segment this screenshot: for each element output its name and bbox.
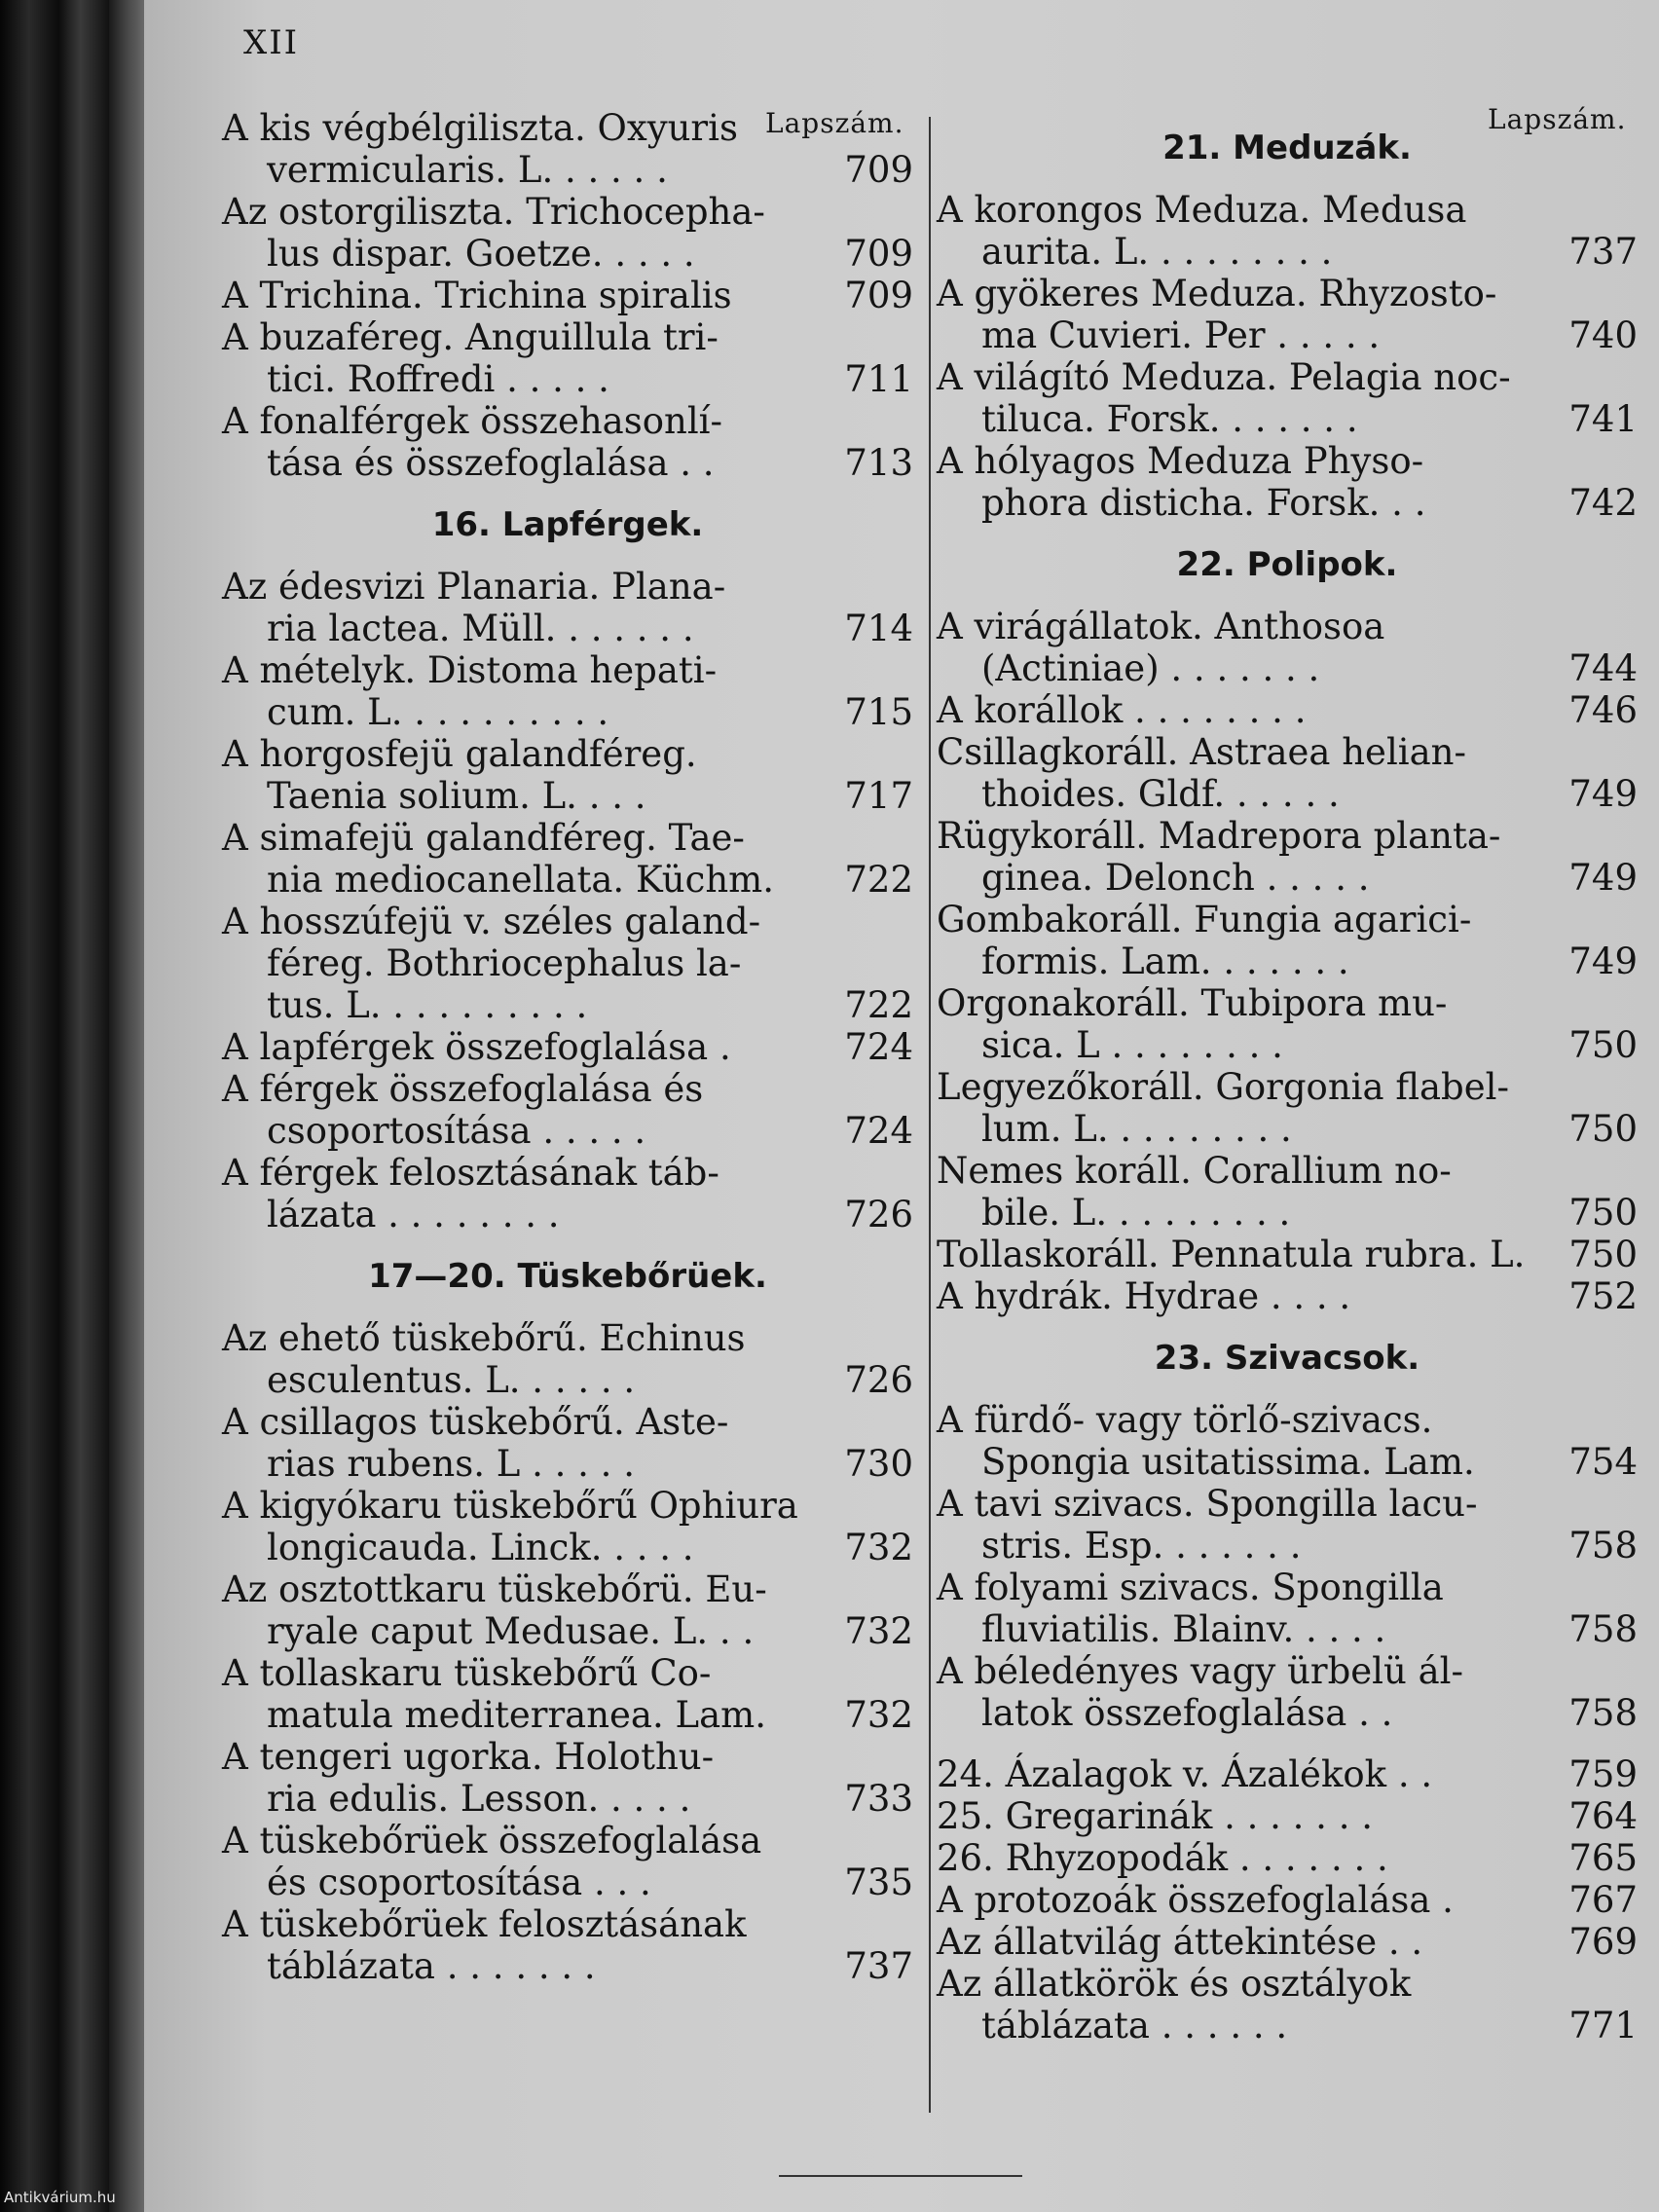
entry-page-number: 758: [1568, 1525, 1638, 1567]
toc-entry: [937, 1879, 1638, 1921]
entry-title: [222, 191, 843, 275]
section-header: 16. Lapférgek.: [431, 505, 704, 544]
entry-line: A kis végbélgiliszta. Oxyuris: [222, 107, 738, 149]
entry-page-number: 715: [844, 691, 913, 733]
toc-entry: [937, 356, 1638, 440]
entry-line: A virágállatok. Anthosoa: [937, 606, 1385, 647]
entry-page-number: 711: [844, 358, 913, 400]
section-header: 21. Meduzák.: [1162, 129, 1412, 167]
entry-title: [937, 1795, 1567, 1837]
entry-line: A csillagos tüskebőrű. Aste-: [222, 1401, 729, 1443]
entry-line: A fürdő- vagy törlő-szivacs.: [937, 1399, 1433, 1441]
entry-line: A tavi szivacs. Spongilla lacu-: [937, 1483, 1478, 1525]
entry-page-number: 744: [1568, 647, 1638, 689]
toc-entry: [937, 1483, 1638, 1567]
entry-line: A mételyk. Distoma hepati-: [222, 649, 718, 691]
toc-entry: [222, 1568, 913, 1652]
entry-title: [937, 1650, 1567, 1734]
entry-line: fluviatilis. Blainv. . . . .: [981, 1608, 1386, 1650]
spacer: [937, 1734, 1638, 1753]
column-divider: [929, 117, 931, 2113]
entry-page-number: 709: [844, 233, 913, 275]
lapszam-label-right: Lapszám.: [1488, 103, 1627, 135]
toc-entry: [222, 107, 913, 191]
entry-line: Az édesvizi Planaria. Plana-: [222, 566, 726, 608]
entry-line: longicauda. Linck. . . . .: [267, 1527, 694, 1568]
toc-entry: [937, 1399, 1638, 1483]
entry-line: A férgek felosztásának táb-: [222, 1152, 719, 1194]
toc-entry: [222, 1903, 913, 1987]
entry-line: A protozoák összefoglalása .: [937, 1879, 1454, 1921]
toc-entry: [937, 1795, 1638, 1837]
entry-title: [937, 815, 1567, 899]
entry-line: táblázata . . . . . . .: [267, 1945, 596, 1987]
toc-column-left: [222, 107, 913, 1987]
entry-title: [222, 1068, 843, 1152]
entry-line: A folyami szivacs. Spongilla: [937, 1567, 1444, 1608]
entry-page-number: 726: [844, 1359, 913, 1401]
toc-entry: [222, 275, 913, 316]
entry-title: [937, 1879, 1567, 1921]
entry-title: [222, 1026, 843, 1068]
entry-title: [222, 733, 843, 817]
toc-entry: [937, 273, 1638, 356]
entry-title: [937, 1150, 1567, 1234]
entry-title: [937, 440, 1567, 524]
entry-page-number: 714: [844, 608, 913, 649]
toc-entry: [937, 1066, 1638, 1150]
toc-entry: [222, 649, 913, 733]
entry-line: Orgonakoráll. Tubipora mu-: [937, 982, 1448, 1024]
entry-page-number: 717: [844, 775, 913, 817]
toc-entry: [222, 1317, 913, 1401]
entry-title: [937, 689, 1567, 731]
bottom-rule: [779, 2175, 1022, 2177]
toc-entry: [222, 901, 913, 1026]
entry-title: [937, 189, 1567, 273]
watermark: Antikvárium.hu: [4, 2189, 116, 2206]
entry-line: A hosszúfejü v. széles galand-: [222, 901, 761, 942]
entry-title: [222, 566, 843, 649]
entry-page-number: 724: [844, 1026, 913, 1068]
entry-line: tiluca. Forsk. . . . . . .: [981, 398, 1358, 440]
entry-line: 25. Gregarinák . . . . . . .: [937, 1795, 1373, 1837]
entry-title: [937, 1234, 1567, 1275]
entry-line: lum. L. . . . . . . . .: [981, 1108, 1292, 1150]
toc-entry: [222, 566, 913, 649]
entry-page-number: 722: [844, 859, 913, 901]
page-number: XII: [243, 23, 300, 62]
entry-page-number: 749: [1568, 773, 1638, 815]
entry-title: [222, 1652, 843, 1736]
toc-entry: [937, 1150, 1638, 1234]
entry-title: [937, 356, 1567, 440]
toc-entry: [222, 817, 913, 901]
toc-entry: [937, 1567, 1638, 1650]
entry-line: stris. Esp. . . . . . .: [981, 1525, 1302, 1567]
entry-line: Az ostorgiliszta. Trichocepha-: [222, 191, 765, 233]
entry-page-number: 741: [1568, 398, 1638, 440]
entry-page-number: 709: [844, 275, 913, 316]
entry-line: formis. Lam. . . . . . .: [981, 940, 1349, 982]
entry-page-number: 750: [1568, 1024, 1638, 1066]
section-header: 23. Szivacsok.: [1154, 1339, 1420, 1378]
section-header: 22. Polipok.: [1176, 545, 1398, 584]
entry-title: [937, 1567, 1567, 1650]
entry-line: A férgek összefoglalása és: [222, 1068, 704, 1110]
entry-page-number: 733: [844, 1778, 913, 1820]
toc-entry: [222, 1068, 913, 1152]
entry-page-number: 769: [1568, 1921, 1638, 1963]
toc-entry: [222, 1736, 913, 1820]
entry-title: [937, 606, 1567, 689]
entry-page-number: 749: [1568, 940, 1638, 982]
entry-page-number: 767: [1568, 1879, 1638, 1921]
toc-entry: [937, 1234, 1638, 1275]
toc-entry: [222, 1401, 913, 1485]
entry-page-number: 752: [1568, 1275, 1638, 1317]
toc-entry: [937, 1753, 1638, 1795]
toc-entry: [937, 689, 1638, 731]
toc-entry: [937, 731, 1638, 815]
entry-line: ginea. Delonch . . . . .: [981, 857, 1370, 899]
toc-entry: [222, 1026, 913, 1068]
entry-page-number: 750: [1568, 1108, 1638, 1150]
entry-line: Tollaskoráll. Pennatula rubra. L.: [937, 1234, 1526, 1275]
entry-line: A korállok . . . . . . . .: [937, 689, 1307, 731]
entry-page-number: 742: [1568, 482, 1638, 524]
entry-line: lus dispar. Goetze. . . . .: [267, 233, 695, 275]
entry-line: A tüskebőrüek összefoglalása: [222, 1820, 762, 1862]
entry-page-number: 726: [844, 1194, 913, 1235]
entry-line: esculentus. L. . . . . .: [267, 1359, 636, 1401]
entry-title: [937, 1483, 1567, 1567]
entry-page-number: 713: [844, 442, 913, 484]
entry-title: [222, 316, 843, 400]
entry-page-number: 758: [1568, 1608, 1638, 1650]
entry-line: A hydrák. Hydrae . . . .: [937, 1275, 1351, 1317]
entry-title: [937, 1275, 1567, 1317]
toc-entry: [937, 606, 1638, 689]
entry-line: vermicularis. L. . . . . .: [267, 149, 668, 191]
entry-line: A tüskebőrüek felosztásának: [222, 1903, 747, 1945]
entry-line: A korongos Meduza. Medusa: [937, 189, 1467, 231]
entry-line: 24. Ázalagok v. Ázalékok . .: [937, 1753, 1433, 1795]
entry-line: A tengeri ugorka. Holothu-: [222, 1736, 715, 1778]
entry-page-number: 764: [1568, 1795, 1638, 1837]
entry-page-number: 750: [1568, 1192, 1638, 1234]
entry-line: Csillagkoráll. Astraea helian-: [937, 731, 1466, 773]
toc-entry: [222, 1152, 913, 1235]
entry-line: A tollaskaru tüskebőrű Co-: [222, 1652, 712, 1694]
entry-line: Az osztottkaru tüskebőrü. Eu-: [222, 1568, 767, 1610]
entry-page-number: 735: [844, 1862, 913, 1903]
toc-column-right: [937, 107, 1638, 2046]
entry-line: ria lactea. Müll. . . . . . .: [267, 608, 694, 649]
entry-line: ria edulis. Lesson. . . . .: [267, 1778, 691, 1820]
entry-line: A gyökeres Meduza. Rhyzosto-: [937, 273, 1497, 314]
entry-line: féreg. Bothriocephalus la-: [267, 942, 742, 984]
entry-page-number: 737: [844, 1945, 913, 1987]
entry-line: nia mediocanellata. Küchm.: [267, 859, 774, 901]
entry-line: Rügykoráll. Madrepora planta-: [937, 815, 1501, 857]
entry-line: tása és összefoglalása . .: [267, 442, 715, 484]
entry-page-number: 722: [844, 984, 913, 1026]
entry-title: [222, 275, 843, 316]
entry-page-number: 730: [844, 1443, 913, 1485]
entry-line: A világító Meduza. Pelagia noc-: [937, 356, 1511, 398]
entry-line: latok összefoglalása . .: [981, 1692, 1393, 1734]
entry-line: sica. L . . . . . . . .: [981, 1024, 1283, 1066]
entry-page-number: 709: [844, 149, 913, 191]
toc-entry: [222, 316, 913, 400]
entry-page-number: 737: [1568, 231, 1638, 273]
entry-title: [222, 1820, 843, 1903]
toc-entry: [937, 1921, 1638, 1963]
entry-line: és csoportosítása . . .: [267, 1862, 651, 1903]
toc-entry: [937, 189, 1638, 273]
entry-page-number: 765: [1568, 1837, 1638, 1879]
entry-line: csoportosítása . . . . .: [267, 1110, 646, 1152]
entry-line: ma Cuvieri. Per . . . . .: [981, 314, 1381, 356]
entry-title: [222, 1401, 843, 1485]
toc-entry: [937, 440, 1638, 524]
toc-entry: [222, 1820, 913, 1903]
entry-line: A simafejü galandféreg. Tae-: [222, 817, 745, 859]
entry-line: bile. L. . . . . . . . .: [981, 1192, 1291, 1234]
entry-line: Taenia solium. L. . . .: [267, 775, 646, 817]
entry-title: [937, 1837, 1567, 1879]
toc-entry: [937, 899, 1638, 982]
entry-line: A kigyókaru tüskebőrű Ophiura: [222, 1485, 798, 1527]
entry-line: matula mediterranea. Lam.: [267, 1694, 766, 1736]
entry-title: [937, 1753, 1567, 1795]
entry-title: [222, 1568, 843, 1652]
toc-entry: [937, 1837, 1638, 1879]
entry-title: [937, 273, 1567, 356]
entry-line: Az állatkörök és osztályok: [937, 1963, 1412, 2005]
entry-line: A hólyagos Meduza Physo-: [937, 440, 1424, 482]
entry-title: [937, 1066, 1567, 1150]
entry-title: [222, 649, 843, 733]
toc-entry: [222, 1485, 913, 1568]
entry-title: [222, 1485, 843, 1568]
entry-page-number: 754: [1568, 1441, 1638, 1483]
entry-page-number: 758: [1568, 1692, 1638, 1734]
entry-title: [937, 1963, 1567, 2046]
entry-page-number: 732: [844, 1527, 913, 1568]
section-header: 17—20. Tüskebőrüek.: [368, 1257, 767, 1296]
entry-line: cum. L. . . . . . . . . .: [267, 691, 609, 733]
entry-line: táblázata . . . . . .: [981, 2005, 1288, 2046]
entry-title: [222, 901, 843, 1026]
toc-entry: [937, 1963, 1638, 2046]
toc-entry: [937, 1650, 1638, 1734]
entry-line: Nemes koráll. Corallium no-: [937, 1150, 1452, 1192]
entry-line: Spongia usitatissima. Lam.: [981, 1441, 1475, 1483]
entry-line: A lapférgek összefoglalása .: [222, 1026, 731, 1068]
entry-line: thoides. Gldf. . . . . .: [981, 773, 1340, 815]
entry-title: [222, 107, 843, 191]
entry-line: phora disticha. Forsk. . .: [981, 482, 1426, 524]
entry-line: ryale caput Medusae. L. . .: [267, 1610, 755, 1652]
entry-line: rias rubens. L . . . . .: [267, 1443, 635, 1485]
entry-page-number: 732: [844, 1694, 913, 1736]
entry-title: [222, 400, 843, 484]
entry-page-number: 749: [1568, 857, 1638, 899]
entry-page-number: 759: [1568, 1753, 1638, 1795]
entry-page-number: 750: [1568, 1234, 1638, 1275]
entry-line: A horgosfejü galandféreg.: [222, 733, 697, 775]
entry-line: A Trichina. Trichina spiralis: [222, 275, 732, 316]
entry-title: [937, 1921, 1567, 1963]
entry-line: A buzaféreg. Anguillula tri-: [222, 316, 719, 358]
entry-title: [222, 1736, 843, 1820]
entry-line: A fonalférgek összehasonlí-: [222, 400, 723, 442]
toc-entry: [222, 1652, 913, 1736]
toc-entry: [937, 815, 1638, 899]
entry-title: [222, 1317, 843, 1401]
entry-line: 26. Rhyzopodák . . . . . . .: [937, 1837, 1388, 1879]
entry-title: [222, 817, 843, 901]
entry-line: Gombakoráll. Fungia agarici-: [937, 899, 1472, 940]
entry-line: Az ehető tüskebőrű. Echinus: [222, 1317, 746, 1359]
toc-entry: [937, 982, 1638, 1066]
entry-line: tus. L. . . . . . . . . .: [267, 984, 588, 1026]
entry-page-number: 724: [844, 1110, 913, 1152]
entry-line: aurita. L. . . . . . . . .: [981, 231, 1333, 273]
entry-title: [222, 1903, 843, 1987]
entry-title: [937, 731, 1567, 815]
toc-entry: [937, 1275, 1638, 1317]
entry-title: [937, 899, 1567, 982]
entry-page-number: 771: [1568, 2005, 1638, 2046]
toc-entry: [222, 733, 913, 817]
entry-page-number: 746: [1568, 689, 1638, 731]
toc-entry: [222, 191, 913, 275]
entry-title: [937, 1399, 1567, 1483]
entry-line: lázata . . . . . . . .: [267, 1194, 560, 1235]
entry-title: [222, 1152, 843, 1235]
entry-line: tici. Roffredi . . . . .: [267, 358, 609, 400]
entry-title: [937, 982, 1567, 1066]
book-spine-edge: [109, 0, 148, 2212]
entry-line: Legyezőkoráll. Gorgonia flabel-: [937, 1066, 1509, 1108]
entry-page-number: 732: [844, 1610, 913, 1652]
entry-line: A béledényes vagy ürbelü ál-: [937, 1650, 1463, 1692]
entry-line: Az állatvilág áttekintése . .: [937, 1921, 1423, 1963]
toc-entry: [222, 400, 913, 484]
entry-line: (Actiniae) . . . . . . .: [981, 647, 1320, 689]
entry-page-number: 740: [1568, 314, 1638, 356]
lapszam-label-left: Lapszám.: [765, 107, 904, 139]
